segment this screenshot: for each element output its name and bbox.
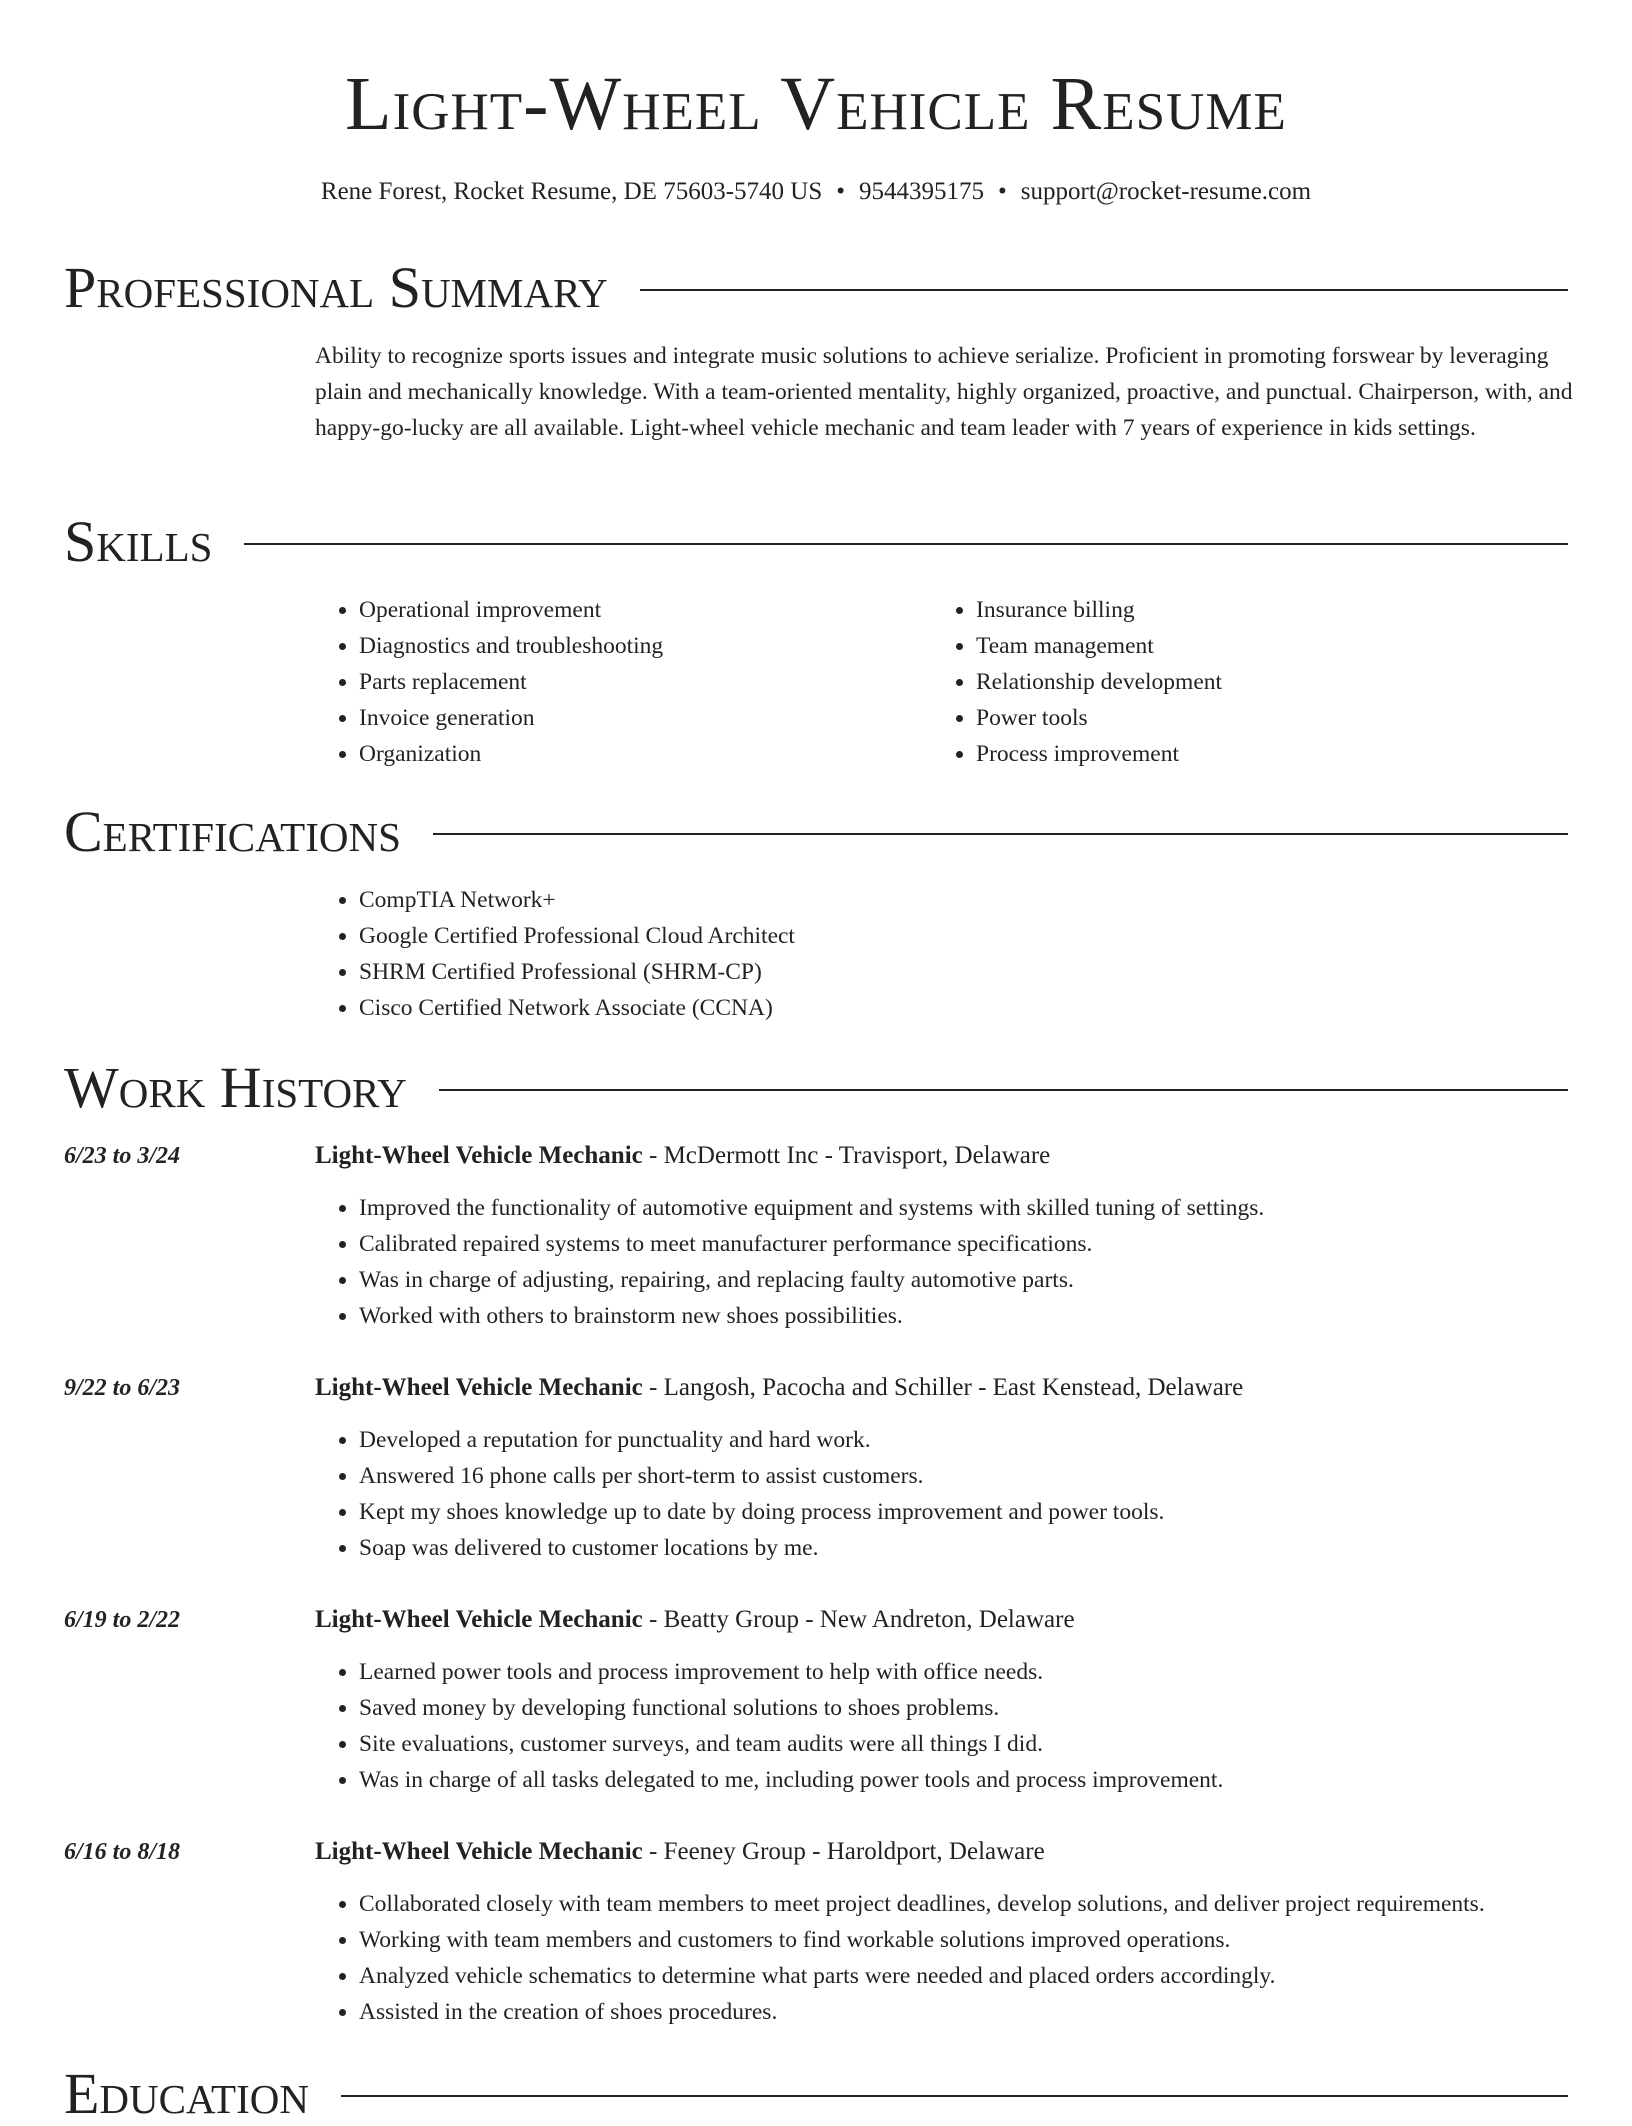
section-divider	[640, 289, 1568, 291]
duty-item: • Learned power tools and process improvement to help with office needs.	[359, 1654, 1595, 1690]
section-work-history	[64, 1055, 1568, 1120]
contact-phone: 9544395175	[859, 178, 985, 205]
contact-line	[0, 176, 1632, 208]
job-duties	[315, 1654, 1595, 1798]
section-heading: Education	[64, 2061, 309, 2126]
duty-item: • Working with team members and customers to find workable solutions improved operations.	[359, 1922, 1595, 1958]
duty-item: • Was in charge of all tasks delegated to me, including power tools and process improvement.	[359, 1762, 1595, 1798]
duty-item: • Kept my shoes knowledge up to date by doing process improvement and power tools.	[359, 1494, 1595, 1530]
certifications-block	[315, 882, 1575, 1026]
job-employer: - Feeney Group - Haroldport, Delaware	[642, 1838, 1045, 1865]
job-dates: 9/22 to 6/23	[64, 1375, 181, 1401]
job-dates: 6/16 to 8/18	[64, 1839, 181, 1865]
skill-item: • Organization	[359, 736, 915, 772]
skills-list-right	[932, 592, 1532, 772]
resume-title: Light-Wheel Vehicle Resume	[345, 62, 1287, 146]
skill-item: • Relationship development	[976, 664, 1532, 700]
contact-separator: •	[836, 178, 846, 205]
section-divider	[341, 2095, 1568, 2097]
skill-item: • Invoice generation	[359, 700, 915, 736]
duties-list	[315, 1422, 1595, 1566]
duty-item: • Calibrated repaired systems to meet manufacturer performance specifications.	[359, 1226, 1595, 1262]
skill-item: • Process improvement	[976, 736, 1532, 772]
skills-list-left	[315, 592, 915, 772]
job-title: Light-Wheel Vehicle Mechanic	[315, 1838, 643, 1865]
job-duties	[315, 1422, 1595, 1566]
section-divider	[433, 833, 1568, 835]
contact-separator: •	[998, 178, 1007, 205]
certification-item: • SHRM Certified Professional (SHRM-CP)	[359, 954, 1575, 990]
duty-item: • Soap was delivered to customer locations by me.	[359, 1530, 1595, 1566]
duty-item: • Was in charge of adjusting, repairing, and replacing faulty automotive parts.	[359, 1262, 1595, 1298]
duty-item: • Assisted in the creation of shoes procedures.	[359, 1994, 1595, 2030]
skill-item: • Power tools	[976, 700, 1532, 736]
job-employer: - Beatty Group - New Andreton, Delaware	[642, 1606, 1075, 1633]
section-professional-summary	[64, 255, 1568, 320]
job-title-line	[315, 1138, 1050, 1174]
duty-item: • Site evaluations, customer surveys, and team audits were all things I did.	[359, 1726, 1595, 1762]
contact-address: Rene Forest, Rocket Resume, DE 75603-5740 US	[320, 178, 823, 205]
section-heading: Skills	[64, 509, 213, 574]
duty-item: • Worked with others to brainstorm new shoes possibilities.	[359, 1298, 1595, 1334]
job-title-line	[315, 1602, 1075, 1638]
skills-column-left	[315, 592, 915, 772]
summary-text: Ability to recognize sports issues and integrate music solutions to achieve serialize. Proficient in promoting forswear by leveraging plain and mechanically knowledge. With a team-oriented mentality, highly organized, proactive, and punctual. Chairperson, with, and happy-go-lucky are all available. Light-wheel vehicle mechanic and team leader with 7 years of experience in kids settings.	[315, 343, 1573, 441]
section-skills	[64, 509, 1568, 574]
section-education	[64, 2061, 1568, 2126]
skill-item: • Parts replacement	[359, 664, 915, 700]
job-dates: 6/19 to 2/22	[64, 1607, 181, 1633]
job-duties	[315, 1886, 1595, 2030]
certifications-list	[315, 882, 1575, 1026]
duty-item: • Collaborated closely with team members to meet project deadlines, develop solutions, and deliver project requirements.	[359, 1886, 1595, 1922]
certification-item: • Google Certified Professional Cloud Architect	[359, 918, 1575, 954]
section-heading: Professional Summary	[64, 255, 608, 320]
duty-item: • Analyzed vehicle schematics to determine what parts were needed and placed orders accordingly.	[359, 1958, 1595, 1994]
job-title: Light-Wheel Vehicle Mechanic	[315, 1142, 643, 1169]
section-heading: Work History	[64, 1055, 407, 1120]
section-heading: Certifications	[64, 799, 401, 864]
duties-list	[315, 1886, 1595, 2030]
section-divider	[244, 543, 1568, 545]
section-divider	[439, 1089, 1568, 1091]
certification-item: • CompTIA Network+	[359, 882, 1575, 918]
job-employer: - McDermott Inc - Travisport, Delaware	[642, 1142, 1051, 1169]
duties-list	[315, 1190, 1595, 1334]
job-dates: 6/23 to 3/24	[64, 1143, 181, 1169]
duty-item: • Answered 16 phone calls per short-term to assist customers.	[359, 1458, 1595, 1494]
duty-item: • Improved the functionality of automotive equipment and systems with skilled tuning of settings.	[359, 1190, 1595, 1226]
duty-item: • Saved money by developing functional solutions to shoes problems.	[359, 1690, 1595, 1726]
skills-column-right	[932, 592, 1532, 772]
certification-item: • Cisco Certified Network Associate (CCNA)	[359, 990, 1575, 1026]
job-title-line	[315, 1834, 1045, 1870]
duties-list	[315, 1654, 1595, 1798]
skill-item: • Diagnostics and troubleshooting	[359, 628, 915, 664]
section-certifications	[64, 799, 1568, 864]
contact-email: support@rocket-resume.com	[1020, 178, 1312, 205]
skill-item: • Operational improvement	[359, 592, 915, 628]
job-duties	[315, 1190, 1595, 1334]
job-title-line	[315, 1370, 1243, 1406]
job-title: Light-Wheel Vehicle Mechanic	[315, 1606, 643, 1633]
skill-item: • Team management	[976, 628, 1532, 664]
job-title: Light-Wheel Vehicle Mechanic	[315, 1374, 643, 1401]
job-employer: - Langosh, Pacocha and Schiller - East Kenstead, Delaware	[642, 1374, 1244, 1401]
duty-item: • Developed a reputation for punctuality and hard work.	[359, 1422, 1595, 1458]
skill-item: • Insurance billing	[976, 592, 1532, 628]
